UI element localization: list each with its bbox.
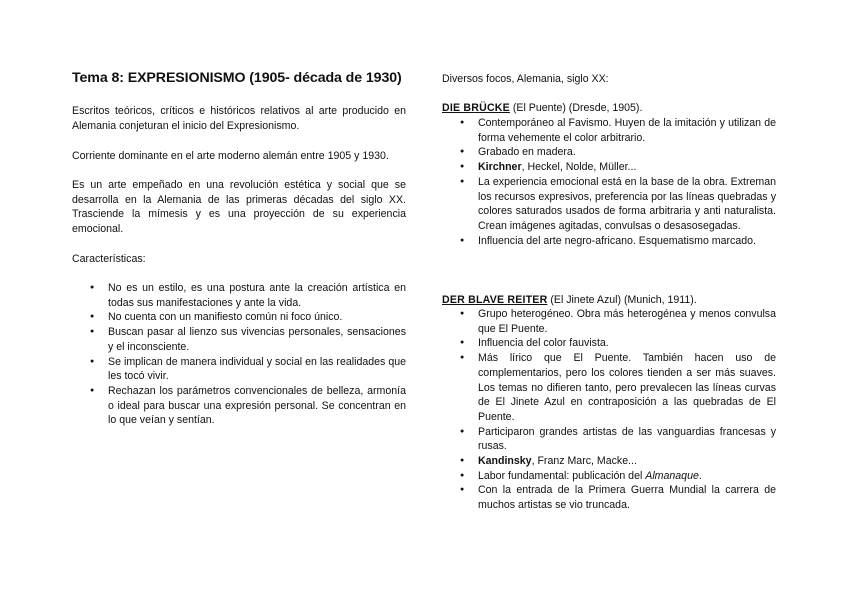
list-item: ● Influencia del arte negro-africano. Esquematismo marcado. (460, 234, 776, 249)
bruecke-heading (442, 101, 776, 116)
reiter-heading (442, 293, 776, 308)
list-item: ● No cuenta con un manifiesto común ni foco único. (90, 310, 406, 325)
list-item: ● Se implican de manera individual y social en las realidades que les tocó vivir. (90, 355, 406, 384)
list-item: ● Más lírico que El Puente. También hacen uso de complementarios, pero los colores tienden a ser más suaves. Los temas no difieren tanto, pero prevalecen las líneas curvas de El Jinete Azul en contraposición a las quebradas de El Puente. (460, 351, 776, 425)
list-item (460, 160, 776, 175)
bruecke-name: DIE BRÜCKE (442, 102, 510, 114)
labor-text: Labor fundamental: publicación del (478, 469, 646, 482)
list-item (460, 469, 776, 484)
artist-highlight: Kandinsky (478, 455, 532, 468)
page-title: Tema 8: EXPRESIONISMO (1905- década de 1930) (72, 70, 402, 86)
bruecke-detail: (El Puente) (Dresde, 1905). (509, 102, 643, 114)
list-item: ● Con la entrada de la Primera Guerra Mundial la carrera de muchos artistas se vio truncada. (460, 483, 776, 512)
paragraph-description: Es un arte empeñado en una revolución estética y social que se desarrolla en la Alemania de las primeras décadas del siglo XX. Trasciende la mímesis y es una proyección de su experiencia emocional. (72, 179, 406, 236)
list-item: ● Rechazan los parámetros convencionales de belleza, armonía o ideal para buscar una expresión personal. Se concentran en lo que veían y sentían. (90, 384, 406, 428)
bruecke-list (460, 116, 776, 248)
list-item: ● Influencia del color fauvista. (460, 336, 776, 351)
artist-rest: , Heckel, Nolde, Müller... (521, 161, 637, 174)
paragraph-intro: Escritos teóricos, críticos e históricos relativos al arte producido en Alemania conjeturan el inicio del Expresionismo. (72, 105, 406, 132)
focus-intro: Diversos focos, Alemania, siglo XX: (442, 73, 609, 85)
artist-rest: , Franz Marc, Macke... (531, 455, 637, 468)
characteristics-label: Características: (72, 253, 146, 265)
reiter-detail: (El Jinete Azul) (Munich, 1911). (547, 294, 697, 306)
paragraph-dominant: Corriente dominante en el arte moderno alemán entre 1905 y 1930. (72, 150, 389, 162)
characteristics-list (90, 281, 406, 428)
list-item: ● Participaron grandes artistas de las vanguardias francesas y rusas. (460, 425, 776, 454)
labor-end: . (698, 469, 702, 482)
artist-highlight: Kirchner (478, 161, 522, 174)
list-item (460, 454, 776, 469)
list-item: ● La experiencia emocional está en la base de la obra. Extreman los recursos expresivos, preferencia por las líneas quebradas y colores saturados usados de forma arbitraria y anti naturalista. Crean imágenes agitadas, convulsas o desasosegadas. (460, 175, 776, 234)
list-item: ● No es un estilo, es una postura ante la creación artística en todas sus manifestaciones y ante la vida. (90, 281, 406, 310)
list-item: ● Contemporáneo al Favismo. Huyen de la imitación y utilizan de forma vehemente el color arbitrario. (460, 116, 776, 145)
reiter-list (460, 307, 776, 513)
list-item: ● Buscan pasar al lienzo sus vivencias personales, sensaciones y el inconsciente. (90, 325, 406, 354)
list-item: ● Grabado en madera. (460, 145, 776, 160)
almanaque-title: Almanaque (645, 469, 699, 482)
list-item: ● Grupo heterogéneo. Obra más heterogénea y menos convulsa que El Puente. (460, 307, 776, 336)
reiter-name: DER BLAVE REITER (442, 294, 548, 306)
